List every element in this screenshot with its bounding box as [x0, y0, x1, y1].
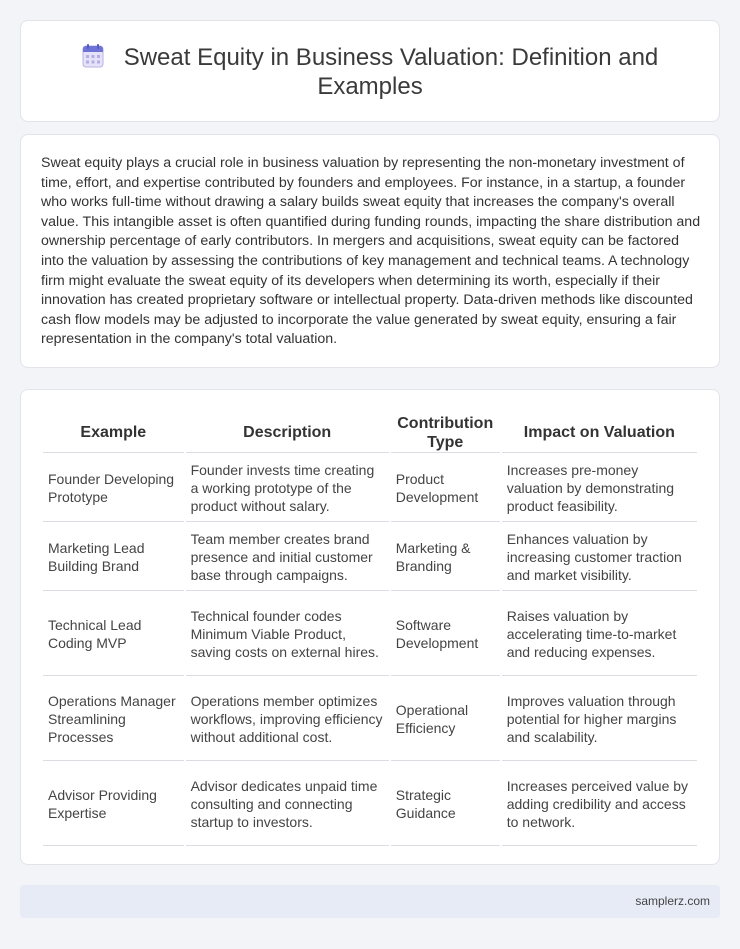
cell-impact: Raises valuation by accelerating time-to-market and reducing expenses. — [502, 593, 697, 676]
cell-description: Technical founder codes Minimum Viable Product, saving costs on external hires. — [186, 593, 389, 676]
cell-example: Operations Manager Streamlining Processes — [43, 678, 184, 761]
cell-type: Strategic Guidance — [391, 763, 500, 846]
cell-type: Product Development — [391, 455, 500, 522]
header-description: Description — [186, 413, 389, 453]
cell-description: Founder invests time creating a working prototype of the product without salary. — [186, 455, 389, 522]
table-row — [43, 593, 697, 676]
header-contribution-type: Contribution Type — [391, 413, 500, 453]
intro-card — [20, 134, 720, 368]
table-card — [20, 389, 720, 865]
title-card — [20, 20, 720, 122]
cell-example: Founder Developing Prototype — [43, 455, 184, 522]
table-row — [43, 763, 697, 846]
cell-example: Marketing Lead Building Brand — [43, 524, 184, 591]
table-row — [43, 455, 697, 522]
cell-type: Software Development — [391, 593, 500, 676]
footer-site-link[interactable]: samplerz.com — [635, 894, 710, 908]
cell-impact: Increases perceived value by adding credibility and access to network. — [502, 763, 697, 846]
footer-bar — [20, 885, 720, 918]
intro-paragraph: Sweat equity plays a crucial role in business valuation by representing the non-monetary investment of time, effort, and expertise contributed by founders and employees. For instance, in a startup, a founder who works full-time without drawing a salary builds sweat equity that increases the company's overall value. This intangible asset is often quantified during funding rounds, impacting the share distribution and ownership percentage of early contributors. In mergers and acquisitions, sweat equity can be factored into the valuation by assessing the contributions of key management and technical teams. A technology firm might evaluate the sweat equity of its developers when determining its worth, especially if their innovation has created proprietary software or intellectual property. Data-driven methods like discounted cash flow models may be adjusted to incorporate the value generated by sweat equity, ensuring a fair representation in the company's total valuation. — [41, 155, 701, 348]
header-impact: Impact on Valuation — [502, 413, 697, 453]
cell-impact: Increases pre-money valuation by demonstrating product feasibility. — [502, 455, 697, 522]
page-title-wrap — [61, 43, 679, 101]
cell-type: Marketing & Branding — [391, 524, 500, 591]
cell-example: Technical Lead Coding MVP — [43, 593, 184, 676]
cell-description: Advisor dedicates unpaid time consulting and connecting startup to investors. — [186, 763, 389, 846]
cell-type: Operational Efficiency — [391, 678, 500, 761]
cell-description: Operations member optimizes workflows, improving efficiency without additional cost. — [186, 678, 389, 761]
table-row — [43, 524, 697, 591]
cell-description: Team member creates brand presence and initial customer base through campaigns. — [186, 524, 389, 591]
table-row — [43, 678, 697, 761]
header-example: Example — [43, 413, 184, 453]
cell-example: Advisor Providing Expertise — [43, 763, 184, 846]
table-header-row — [43, 413, 697, 453]
calendar-icon — [82, 44, 104, 68]
examples-table — [41, 411, 699, 848]
cell-impact: Improves valuation through potential for higher margins and scalability. — [502, 678, 697, 761]
page-title: Sweat Equity in Business Valuation: Definition and Examples — [123, 44, 659, 100]
cell-impact: Enhances valuation by increasing customer traction and market visibility. — [502, 524, 697, 591]
